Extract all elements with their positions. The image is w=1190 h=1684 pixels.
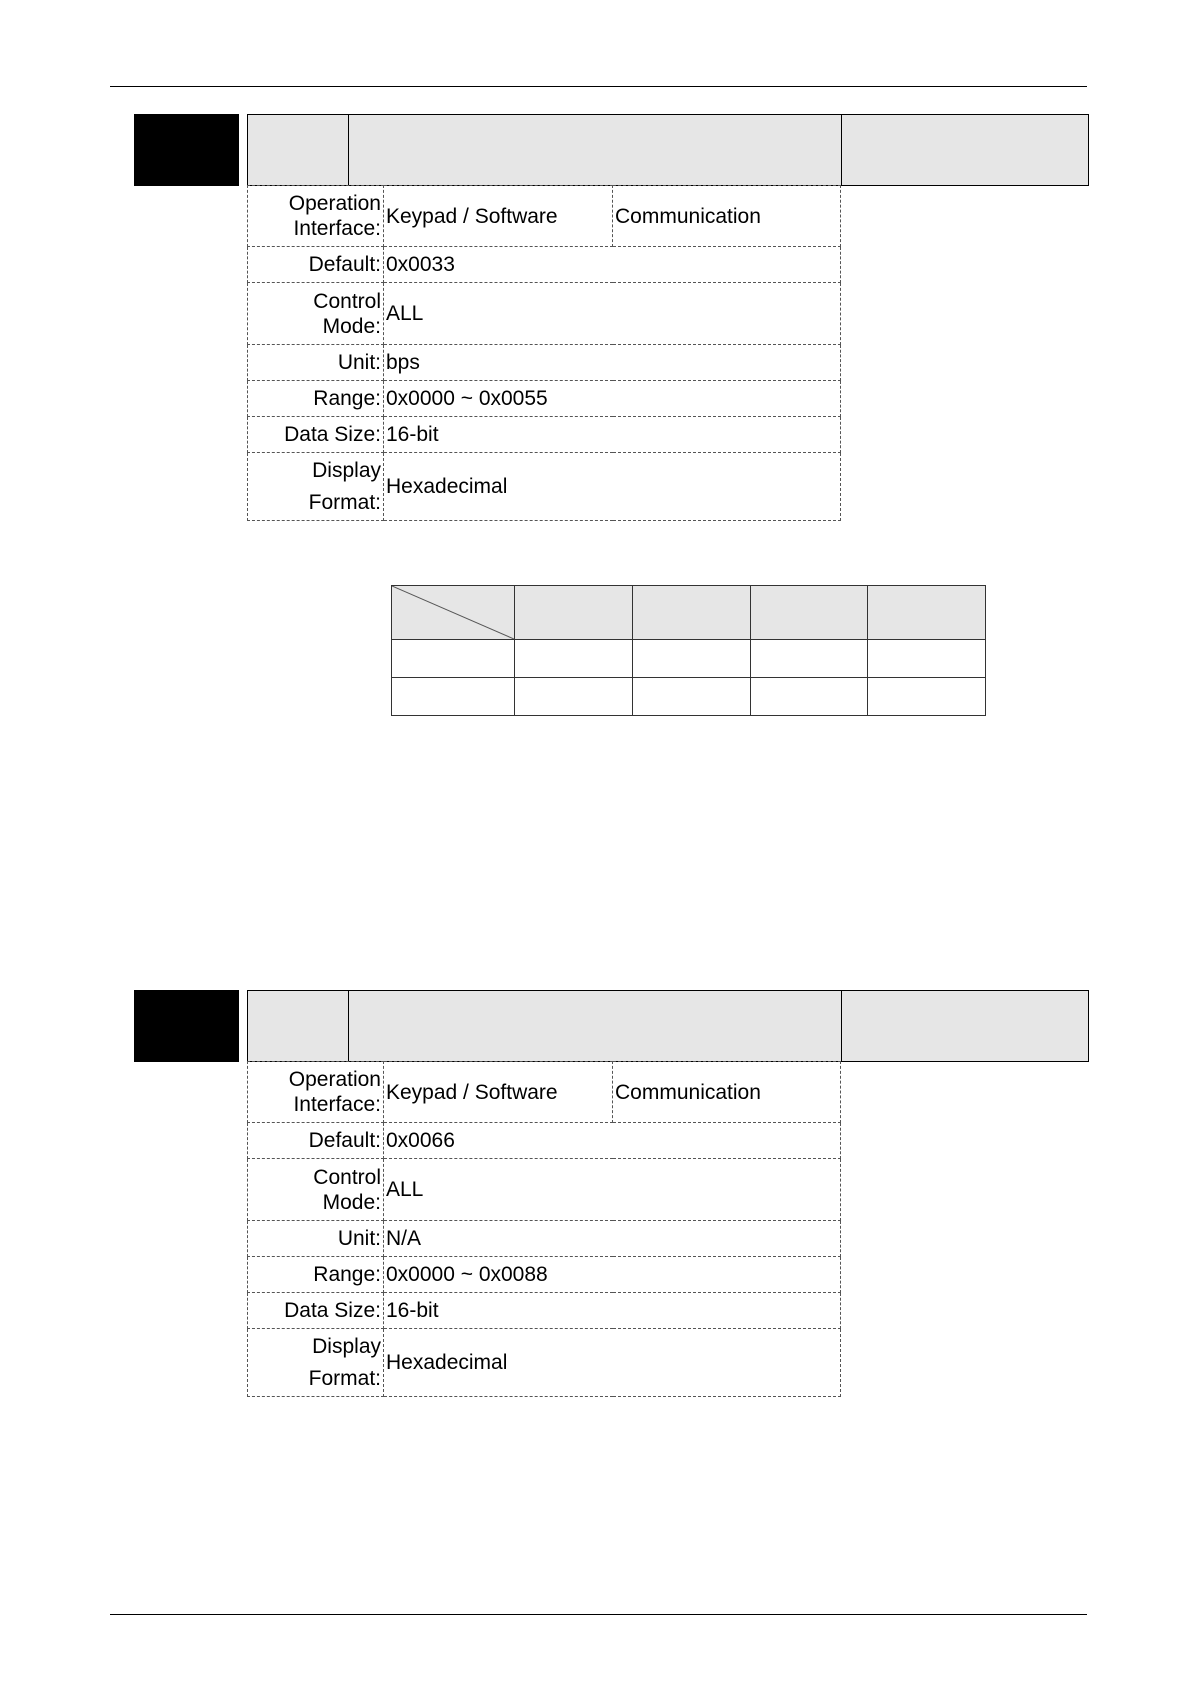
top-rule bbox=[110, 86, 1087, 87]
setting-grid-table bbox=[391, 585, 986, 716]
display-format-label: Display Format: bbox=[248, 1329, 384, 1397]
grid-cell bbox=[868, 678, 986, 716]
grid-cell bbox=[750, 678, 868, 716]
grid-cell bbox=[515, 640, 633, 678]
default-value: 0x0066 bbox=[384, 1123, 841, 1159]
unit-value: N/A bbox=[384, 1221, 841, 1257]
control-mode-label: Control Mode: bbox=[248, 1159, 384, 1221]
row-control-mode bbox=[248, 1159, 841, 1221]
display-format-label: Display Format: bbox=[248, 453, 384, 521]
header-cell-address bbox=[842, 991, 1088, 1061]
grid-row bbox=[392, 640, 986, 678]
row-operation-interface bbox=[248, 186, 841, 247]
display-format-value: Hexadecimal bbox=[384, 1329, 841, 1397]
display-format-value: Hexadecimal bbox=[384, 453, 841, 521]
row-range bbox=[248, 1257, 841, 1293]
grid-cell bbox=[750, 640, 868, 678]
grid-header-row bbox=[392, 586, 986, 640]
parameter-code-box bbox=[134, 114, 239, 186]
header-cell-name bbox=[349, 991, 842, 1061]
bottom-rule bbox=[110, 1614, 1087, 1615]
grid-cell bbox=[632, 678, 750, 716]
grid-cell bbox=[392, 678, 515, 716]
grid-header-cell bbox=[868, 586, 986, 640]
header-cell-address bbox=[842, 115, 1088, 185]
parameter-header-row bbox=[247, 114, 1089, 186]
row-default bbox=[248, 247, 841, 283]
range-value: 0x0000 ~ 0x0088 bbox=[384, 1257, 841, 1293]
parameter-attributes-table bbox=[247, 185, 841, 521]
operation-interface-label: Operation Interface: bbox=[248, 186, 384, 247]
row-unit bbox=[248, 345, 841, 381]
row-unit bbox=[248, 1221, 841, 1257]
default-label: Default: bbox=[248, 247, 384, 283]
grid-header-cell bbox=[515, 586, 633, 640]
grid-header-cell bbox=[632, 586, 750, 640]
grid-cell bbox=[392, 640, 515, 678]
data-size-value: 16-bit bbox=[384, 417, 841, 453]
row-display-format bbox=[248, 453, 841, 521]
row-default bbox=[248, 1123, 841, 1159]
row-operation-interface bbox=[248, 1062, 841, 1123]
interface-communication-value: Communication bbox=[613, 186, 841, 247]
range-value: 0x0000 ~ 0x0055 bbox=[384, 381, 841, 417]
row-range bbox=[248, 381, 841, 417]
header-cell-name bbox=[349, 115, 842, 185]
parameter-attributes-table bbox=[247, 1061, 841, 1397]
row-display-format bbox=[248, 1329, 841, 1397]
grid-cell bbox=[632, 640, 750, 678]
row-data-size bbox=[248, 1293, 841, 1329]
default-value: 0x0033 bbox=[384, 247, 841, 283]
range-label: Range: bbox=[248, 1257, 384, 1293]
parameter-header-row bbox=[247, 990, 1089, 1062]
range-label: Range: bbox=[248, 381, 384, 417]
interface-communication-value: Communication bbox=[613, 1062, 841, 1123]
control-mode-value: ALL bbox=[384, 283, 841, 345]
data-size-value: 16-bit bbox=[384, 1293, 841, 1329]
unit-label: Unit: bbox=[248, 345, 384, 381]
header-cell-code bbox=[248, 115, 349, 185]
grid-cell bbox=[868, 640, 986, 678]
header-cell-code bbox=[248, 991, 349, 1061]
grid-row bbox=[392, 678, 986, 716]
operation-interface-label: Operation Interface: bbox=[248, 1062, 384, 1123]
default-label: Default: bbox=[248, 1123, 384, 1159]
grid-header-cell bbox=[750, 586, 868, 640]
parameter-code-box bbox=[134, 990, 239, 1062]
row-control-mode bbox=[248, 283, 841, 345]
data-size-label: Data Size: bbox=[248, 1293, 384, 1329]
unit-label: Unit: bbox=[248, 1221, 384, 1257]
data-size-label: Data Size: bbox=[248, 417, 384, 453]
control-mode-label: Control Mode: bbox=[248, 283, 384, 345]
grid-corner-cell bbox=[392, 586, 515, 640]
control-mode-value: ALL bbox=[384, 1159, 841, 1221]
grid-cell bbox=[515, 678, 633, 716]
interface-keypad-value: Keypad / Software bbox=[384, 186, 613, 247]
unit-value: bps bbox=[384, 345, 841, 381]
row-data-size bbox=[248, 417, 841, 453]
diagonal-line bbox=[392, 586, 514, 639]
interface-keypad-value: Keypad / Software bbox=[384, 1062, 613, 1123]
